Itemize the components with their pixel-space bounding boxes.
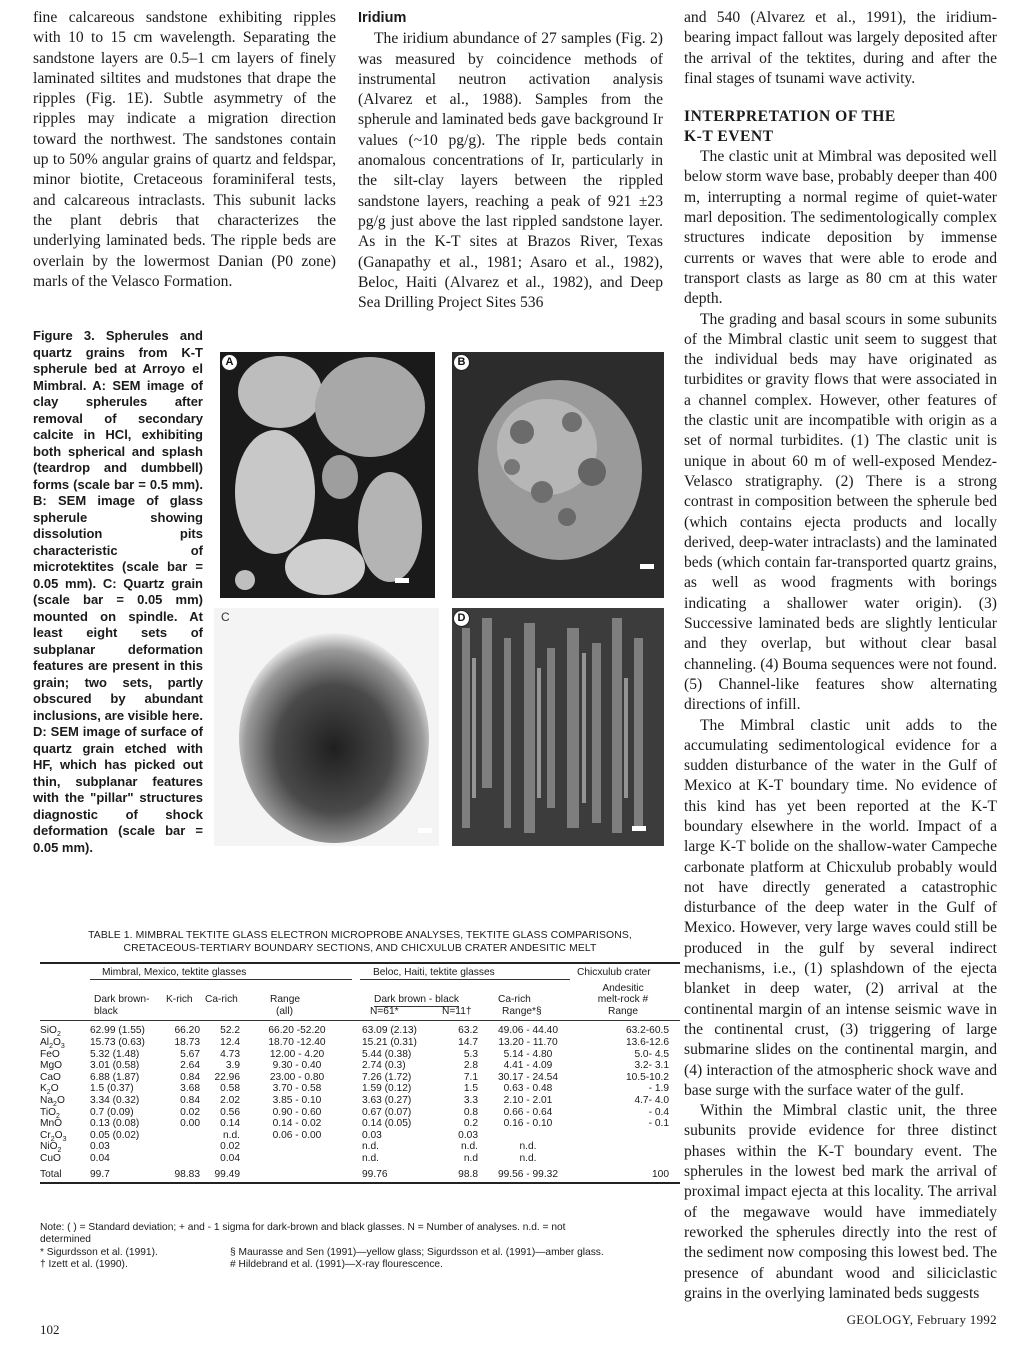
row-3-cell-8: 3.2- 3.1 <box>634 1060 669 1072</box>
row-3-cell-1: 3.01 (0.58) <box>90 1060 140 1072</box>
h-carich: Ca-rich <box>205 994 238 1006</box>
table-row <box>40 1037 680 1049</box>
col1-paragraph: fine calcareous sandstone exhibiting ripples with 10 to 15 cm wavelength. Separating the sandstone layers are 0.5–1 cm layers of finely laminated siltites and mudstones that drape the ripples (Fig. 1E). Subtle asymmetry of the ripples may indicate a migration direction toward the northwest. The sandstones contain up to 50% angular grains of quartz and feldspar, minor biotite, Cretaceous foraminiferal tests, and calcareous intraclasts. This subunit lacks the plant debris that characterizes the underlying laminated beds. The ripple beds are overlain by the lowermost Danian (P0 zone) marls of the Velasco Formation. <box>33 9 336 290</box>
row-3-cell-4: 9.30 - 0.40 <box>272 1060 322 1072</box>
photo-d-etched-quartz <box>452 608 664 846</box>
group-mimbral: Mimbral, Mexico, tektite glasses <box>102 967 247 978</box>
col3-paragraph-3: The Mimbral clastic unit adds to the accumulating sedimentological evidence for a sudden disturbance of the water in the Gulf of Mexico at K-T boundary time. No evidence of this kind has yet been reported at the K-T boundary elsewhere in the world. Impact of a large K-T bolide on the shallow-water Campeche carbonate platform at Chicxulub probably would not have directly generated a catastrophic disturbance of the deep water in the Gulf of Mexico. However, very large waves could still be produced in the gulf by several indirect mechanisms, i.e., (1) splashdown of the ejecta blanket in deep water, (2) arrival at the continental margin of an intense seismic wave in the continental crust, (3) triggering of large submarine slides on the continental margin, and (4) interaction of the atmospheric shock wave and base surge with the surface water of the gulf. <box>684 716 997 1099</box>
row-8-cell-8: - 0.1 <box>648 1118 669 1130</box>
photo-a-clay-spherules <box>220 352 435 598</box>
row-4-cell-3: 22.96 <box>214 1071 240 1083</box>
row-0-cell-8: 63.2-60.5 <box>625 1025 669 1037</box>
h-andesitic: Andesitic <box>602 982 644 994</box>
row-0-cell-0: SiO$_2$ <box>40 1025 61 1039</box>
row-8-cell-4: 0.14 - 0.02 <box>272 1118 322 1130</box>
row-10-cell-3: 0.02 <box>220 1141 240 1153</box>
row-3-cell-7: 4.41 - 4.09 <box>503 1060 553 1072</box>
table-1-title <box>40 929 680 955</box>
row-7-cell-2: 0.02 <box>180 1106 200 1118</box>
footnote-sigurdsson: * Sigurdsson et al. (1991). <box>40 1246 158 1258</box>
row-0-cell-7: 49.06 - 44.40 <box>497 1025 559 1037</box>
table-row <box>40 1141 680 1153</box>
photo-a-image <box>220 352 435 598</box>
row-5-cell-8: - 1.9 <box>648 1083 669 1095</box>
footnote-maurasse: § Maurasse and Sen (1991)—yellow glass; Sigurdsson et al. (1991)—amber glass. <box>230 1246 604 1258</box>
row-5-cell-1: 1.5 (0.37) <box>90 1083 134 1095</box>
row-8-cell-0: MnO <box>40 1118 63 1130</box>
row-6-cell-4: 3.85 - 0.10 <box>272 1094 322 1106</box>
row-7-cell-6: 0.8 <box>463 1106 478 1118</box>
table-title-line-2: CRETACEOUS-TERTIARY BOUNDARY SECTIONS, AND CHICXULUB CRATER ANDESITIC MELT <box>123 943 597 954</box>
table-row <box>40 1130 680 1142</box>
group-chicxulub: Chicxulub crater <box>577 967 651 978</box>
row-2-cell-8: 5.0- 4.5 <box>634 1048 669 1060</box>
interpretation-heading-line-1: INTERPRETATION OF THE <box>684 108 896 126</box>
iridium-paragraph: The iridium abundance of 27 samples (Fig. 2) was measured by coincidence methods of instrumental neutron activation analysis (Alvarez et al., 1988). Samples from the spherule and laminated beds gave background Ir values (~10 pg/g). The ripple beds contain anomalous concentrations of Ir, particularly in the silt-clay layers between the rippled sandstone layers, reaching a peak of 921 ±23 pg/g just above the last rippled sandstone layer. As in the K-T sites at Brazos River, Texas (Ganapathy et al., 1981; Asaro et al., 1982), Beloc, Haiti (Alvarez et al., 1982), and Deep Sea Drilling Project Sites 536 <box>358 30 663 312</box>
total-cell-7: 99.56 - 99.32 <box>497 1168 559 1180</box>
photo-label-d: D <box>453 610 470 627</box>
total-cell-1: 99.7 <box>90 1168 110 1180</box>
row-10-cell-0: NiO$_2$ <box>40 1141 62 1155</box>
col3-paragraph-4: Within the Mimbral clastic unit, the three subunits provide evidence for three distinct phases within the K-T boundary event. The spherules in the lowest bed mark the arrival of proximal impact ejecta at this locality. The arrival of the megawave would have immediately reworked the spherules directly into the rest of the sediment now composing this lowest bed. The presence of abundant wood and siliciclastic grains in the overlying laminated beds suggests <box>684 1102 997 1302</box>
column-2-text <box>358 8 663 313</box>
row-0-cell-4: 66.20 -52.20 <box>268 1025 326 1037</box>
row-4-cell-4: 23.00 - 0.80 <box>269 1071 325 1083</box>
table-bottom-rule <box>40 1182 680 1184</box>
row-6-cell-5: 3.63 (0.27) <box>362 1094 412 1106</box>
h-darkbrown: Dark brown- <box>94 994 150 1006</box>
row-1-cell-1: 15.73 (0.63) <box>90 1036 145 1048</box>
row-6-cell-1: 3.34 (0.32) <box>90 1094 140 1106</box>
table-subheader-3 <box>40 1006 680 1018</box>
table-row <box>40 1083 680 1095</box>
interpretation-heading <box>684 107 997 147</box>
row-7-cell-0: TiO$_2$ <box>40 1106 60 1120</box>
h-n11: N=11† <box>442 1005 472 1017</box>
h-range2: Range*§ <box>502 1005 542 1017</box>
table-row <box>40 1095 680 1107</box>
row-6-cell-8: 4.7- 4.0 <box>634 1094 669 1106</box>
total-cell-8: 100 <box>652 1168 669 1180</box>
table-total-row <box>40 1169 680 1181</box>
row-2-cell-4: 12.00 - 4.20 <box>269 1048 325 1060</box>
row-10-cell-6: n.d. <box>461 1141 478 1153</box>
row-5-cell-6: 1.5 <box>463 1083 478 1095</box>
row-8-cell-7: 0.16 - 0.10 <box>503 1118 553 1130</box>
row-1-cell-6: 14.7 <box>458 1036 478 1048</box>
h-black: black <box>94 1005 118 1017</box>
table-row <box>40 1153 680 1165</box>
row-7-cell-4: 0.90 - 0.60 <box>272 1106 322 1118</box>
row-8-cell-2: 0.00 <box>180 1118 200 1130</box>
row-6-cell-6: 3.3 <box>463 1094 478 1106</box>
figure-3-caption: Figure 3. Spherules and quartz grains from K-T spherule bed at Arroyo el Mimbral. A: SEM image of clay spherules after removal of secondary calcite in HCl, exhibiting both spherical and splash (teardrop and dumbbell) forms (scale bar = 0.5 mm). B: SEM image of glass spherule showing dissolution pits characteristic of microtektites (scale bar = 0.05 mm). C: Quartz grain (scale bar = 0.05 mm) mounted on spindle. At least eight sets of subplanar deformation features are present in this grain; two sets, partly obscured by abundant inclusions, are visible here. D: SEM image of surface of quartz grain etched with HF, which has picked out thin, subplanar features with the "pillar" structures diagnostic of shock deformation (scale bar = 0.05 mm). <box>33 328 203 855</box>
row-2-cell-1: 5.32 (1.48) <box>90 1048 140 1060</box>
row-7-cell-7: 0.66 - 0.64 <box>503 1106 553 1118</box>
col3-paragraph-0: and 540 (Alvarez et al., 1991), the iridium-bearing impact fallout was largely deposited after the arrival of the tektites, during and after the final stages of tsunami wave activity. <box>684 9 997 87</box>
table-body <box>40 1025 680 1164</box>
row-1-cell-0: $Al_2O_3$ <box>40 1036 65 1050</box>
scale-bar <box>395 578 409 583</box>
h-all: (all) <box>276 1005 293 1017</box>
row-3-cell-6: 2.8 <box>463 1060 478 1072</box>
row-7-cell-5: 0.67 (0.07) <box>362 1106 412 1118</box>
row-9-cell-0: $Cr_2O_3$ <box>40 1129 67 1143</box>
table-1 <box>40 962 680 1184</box>
row-4-cell-8: 10.5-10.2 <box>625 1071 669 1083</box>
total-cell-3: 99.49 <box>214 1168 240 1180</box>
row-9-cell-6: 0.03 <box>458 1129 478 1141</box>
h-range3: Range <box>607 1005 639 1017</box>
table-row <box>40 1060 680 1072</box>
row-6-cell-7: 2.10 - 2.01 <box>503 1094 553 1106</box>
photo-b-image <box>452 352 664 598</box>
row-2-cell-5: 5.44 (0.38) <box>362 1048 412 1060</box>
row-0-cell-6: 63.2 <box>458 1025 478 1037</box>
footnote-izett: † Izett et al. (1990). <box>40 1259 128 1271</box>
table-row <box>40 1049 680 1061</box>
row-4-cell-1: 6.88 (1.87) <box>90 1071 140 1083</box>
row-1-cell-4: 18.70 -12.40 <box>268 1036 326 1048</box>
iridium-heading: Iridium <box>358 10 407 26</box>
table-note-line-2: determined <box>40 1234 91 1246</box>
row-5-cell-0: $K_2O$ <box>40 1083 59 1097</box>
row-7-cell-3: 0.56 <box>220 1106 240 1118</box>
row-1-cell-3: 12.4 <box>220 1036 240 1048</box>
row-11-cell-0: CuO <box>40 1152 61 1164</box>
row-11-cell-1: 0.04 <box>90 1152 110 1164</box>
page-number: 102 <box>40 1322 60 1337</box>
row-0-cell-2: 66.20 <box>174 1025 200 1037</box>
table-row <box>40 1118 680 1130</box>
row-3-cell-0: MgO <box>40 1060 63 1072</box>
row-0-cell-5: 63.09 (2.13) <box>362 1025 417 1037</box>
row-3-cell-2: 2.64 <box>180 1060 200 1072</box>
row-1-cell-2: 18.73 <box>174 1036 200 1048</box>
row-3-cell-3: 3.9 <box>225 1060 240 1072</box>
row-2-cell-7: 5.14 - 4.80 <box>503 1048 553 1060</box>
row-4-cell-5: 7.26 (1.72) <box>362 1071 412 1083</box>
row-11-cell-7: n.d. <box>519 1152 537 1164</box>
row-9-cell-5: 0.03 <box>362 1129 382 1141</box>
total-cell-2: 98.83 <box>174 1168 200 1180</box>
row-8-cell-6: 0.2 <box>463 1118 478 1130</box>
photo-label-b: B <box>453 354 470 371</box>
row-5-cell-5: 1.59 (0.12) <box>362 1083 412 1095</box>
row-8-cell-3: 0.14 <box>220 1118 240 1130</box>
table-notes <box>40 1222 680 1272</box>
row-6-cell-0: $Na_2O$ <box>40 1094 65 1108</box>
row-4-cell-7: 30.17 - 24.54 <box>497 1071 559 1083</box>
total-cell-5: 99.76 <box>362 1168 388 1180</box>
row-11-cell-5: n.d. <box>362 1152 379 1164</box>
photo-label-a: A <box>221 354 238 371</box>
table-title-line-1: TABLE 1. MIMBRAL TEKTITE GLASS ELECTRON MICROPROBE ANALYSES, TEKTITE GLASS COMPARISONS, <box>88 930 632 941</box>
row-4-cell-6: 7.1 <box>463 1071 478 1083</box>
scale-bar <box>640 564 654 569</box>
row-0-cell-3: 52.2 <box>220 1025 240 1037</box>
table-subheader-2 <box>40 994 680 1006</box>
scale-bar <box>632 826 646 831</box>
h-range: Range <box>270 994 301 1006</box>
total-cell-6: 98.8 <box>458 1168 478 1180</box>
row-10-cell-5: n.d. <box>362 1141 379 1153</box>
row-2-cell-2: 5.67 <box>180 1048 200 1060</box>
row-4-cell-0: CaO <box>40 1071 61 1083</box>
row-9-cell-3: n.d. <box>223 1129 240 1141</box>
row-11-cell-3: 0.04 <box>220 1152 240 1164</box>
column-3-text <box>684 8 997 1304</box>
h-meltrock: melt-rock # <box>597 994 649 1006</box>
h-beloc-darkbrown-black: Dark brown - black <box>374 994 459 1006</box>
column-1-text <box>33 8 336 292</box>
row-3-cell-5: 2.74 (0.3) <box>362 1060 406 1072</box>
row-9-cell-4: 0.06 - 0.00 <box>272 1129 322 1141</box>
row-1-cell-8: 13.6-12.6 <box>625 1036 669 1048</box>
h-beloc-carich: Ca-rich <box>498 994 531 1006</box>
col3-paragraph-2: The grading and basal scours in some subunits of the Mimbral clastic unit seem to suggest that the individual beds may have originated as turbidites or gravity flows that were associated in a channel complex. However, other features of the clastic unit are incompatible with origin as a set of normal turbidites. (1) The clastic unit is unique in about 60 m of well-exposed Mendez-Velasco stratigraphy. (2) There is a strong contrast in composition between the spherule bed (which contains ejecta products and locally derived, deep-water intraclasts) and the laminated beds (which contain far-transported quartz grains, as well as wood fragments with borings indicating a shallower water origin). (3) Successive laminated beds are slightly lenticular and they overlap, but without clear basal channeling. (4) Bouma sequences were not found. (5) Channel-like features show alternating directions of infill. <box>684 310 997 714</box>
row-2-cell-3: 4.73 <box>220 1048 240 1060</box>
row-5-cell-3: 0.58 <box>220 1083 240 1095</box>
photo-label-c: C <box>221 610 230 624</box>
table-top-rule <box>40 962 680 964</box>
table-note-line-1: Note: ( ) = Standard deviation; + and - 1 sigma for dark-brown and black glasses. N = Number of analyses. n.d. = not <box>40 1222 566 1233</box>
journal-footer: GEOLOGY, February 1992 <box>846 1312 997 1327</box>
row-9-cell-1: 0.05 (0.02) <box>90 1129 140 1141</box>
col3-paragraph-1: The clastic unit at Mimbral was deposited well below storm wave base, probably deeper than 400 m, interrupting a normal regime of quiet-water marl deposition. The sedimentologically complex structures indicate deposition by immense currents or waves that were able to erode and transport clasts as large as 80 cm at this water depth. <box>684 148 997 308</box>
table-row <box>40 1072 680 1084</box>
photo-d-image <box>452 608 664 846</box>
row-8-cell-1: 0.13 (0.08) <box>90 1118 140 1130</box>
row-10-cell-7: n.d. <box>519 1141 537 1153</box>
row-5-cell-4: 3.70 - 0.58 <box>272 1083 322 1095</box>
row-7-cell-1: 0.7 (0.09) <box>90 1106 134 1118</box>
row-4-cell-2: 0.84 <box>180 1071 200 1083</box>
photo-c-image <box>214 608 439 846</box>
row-7-cell-8: - 0.4 <box>648 1106 669 1118</box>
group-beloc: Beloc, Haiti, tektite glasses <box>373 967 495 978</box>
row-6-cell-3: 2.02 <box>220 1094 240 1106</box>
row-5-cell-7: 0.63 - 0.48 <box>503 1083 553 1095</box>
row-10-cell-1: 0.03 <box>90 1141 110 1153</box>
table-group-header <box>40 967 680 979</box>
row-6-cell-2: 0.84 <box>180 1094 200 1106</box>
photo-c-quartz-grain <box>214 608 439 846</box>
row-1-cell-5: 15.21 (0.31) <box>362 1036 417 1048</box>
h-krich: K-rich <box>166 994 193 1006</box>
table-row <box>40 1107 680 1119</box>
table-header-rule <box>40 1020 680 1021</box>
row-1-cell-7: 13.20 - 11.70 <box>498 1036 558 1048</box>
footnote-hildebrand: # Hildebrand et al. (1991)—X-ray flourescence. <box>230 1259 443 1271</box>
row-5-cell-2: 3.68 <box>180 1083 200 1095</box>
table-subheader-1 <box>40 983 680 995</box>
row-0-cell-1: 62.99 (1.55) <box>90 1025 145 1037</box>
row-2-cell-0: FeO <box>40 1048 60 1060</box>
row-11-cell-6: n.d <box>463 1152 478 1164</box>
total-cell-0: Total <box>40 1168 62 1180</box>
row-2-cell-6: 5.3 <box>463 1048 478 1060</box>
interpretation-heading-line-2: K-T EVENT <box>684 128 774 146</box>
scale-bar <box>418 828 432 833</box>
row-8-cell-5: 0.14 (0.05) <box>362 1118 412 1130</box>
table-row <box>40 1025 680 1037</box>
h-n61: N=61* <box>370 1005 399 1017</box>
photo-b-glass-spherule <box>452 352 664 598</box>
